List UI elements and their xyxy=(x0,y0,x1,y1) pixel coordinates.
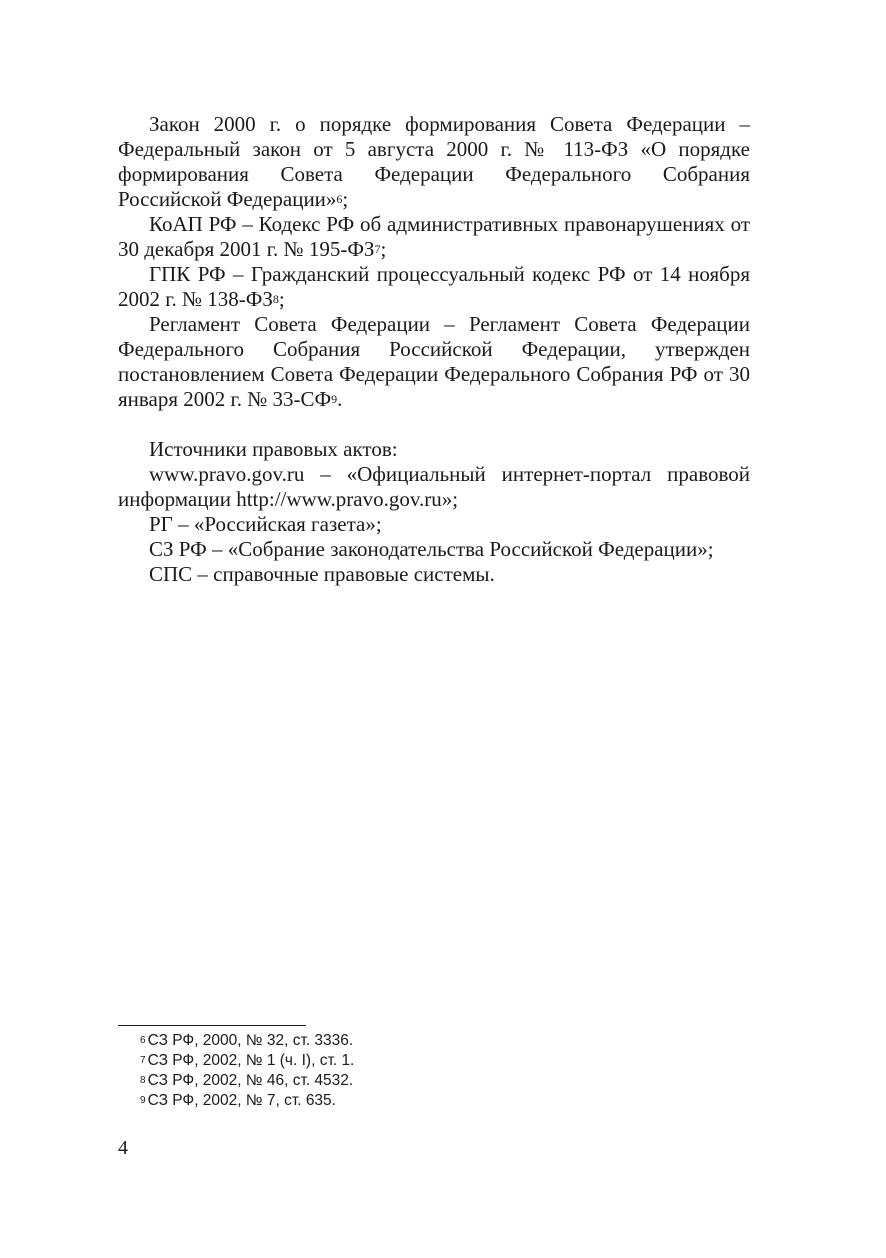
paragraph-text: КоАП РФ – Кодекс РФ об административных правонарушениях от 30 декабря 2001 г. № 195-ФЗ xyxy=(118,212,750,261)
paragraph xyxy=(118,212,750,262)
paragraph-gap xyxy=(118,412,750,437)
footnote-mark: 7 xyxy=(140,1055,146,1066)
paragraph-text: Закон 2000 г. о порядке формирования Совета Федерации – Федеральный закон от 5 августа 2000 г. № 113-ФЗ «О порядке формирования Совета Федерации Федерального Собрания Российской Федерации» xyxy=(118,112,750,211)
footnote xyxy=(140,1091,740,1111)
footnote-reference: 9 xyxy=(331,392,338,406)
footnote-text: СЗ РФ, 2002, № 46, ст. 4532. xyxy=(147,1072,354,1089)
footnote-mark: 9 xyxy=(140,1095,146,1106)
footnote-reference: 8 xyxy=(272,292,279,306)
page-number: 4 xyxy=(118,1137,128,1159)
footnote-reference: 7 xyxy=(374,242,381,256)
paragraph-text: ; xyxy=(278,287,285,311)
paragraph-text: ; xyxy=(342,187,349,211)
paragraph-text: ; xyxy=(380,237,387,261)
paragraph-text: ГПК РФ – Гражданский процессуальный кодекс РФ от 14 ноября 2002 г. № 138-ФЗ xyxy=(118,262,750,311)
paragraph xyxy=(118,312,750,412)
footnote-divider xyxy=(118,1025,306,1026)
paragraph xyxy=(118,562,750,587)
footnote xyxy=(140,1071,740,1091)
footnote xyxy=(140,1031,740,1051)
paragraph xyxy=(118,437,750,462)
footnote-mark: 6 xyxy=(140,1035,146,1046)
paragraph xyxy=(118,112,750,212)
footnote-reference: 6 xyxy=(336,192,343,206)
footnote xyxy=(140,1051,740,1071)
paragraph-text: СЗ РФ – «Собрание законодательства Российской Федерации»; xyxy=(149,537,714,561)
footnote-text: СЗ РФ, 2002, № 7, ст. 635. xyxy=(147,1092,336,1109)
body-text xyxy=(118,112,750,587)
paragraph-text: РГ – «Российская газета»; xyxy=(149,512,382,536)
paragraph-text: . xyxy=(337,387,343,411)
paragraph xyxy=(118,462,750,512)
footnotes-section xyxy=(140,1031,740,1111)
footnote-text: СЗ РФ, 2002, № 1 (ч. I), ст. 1. xyxy=(147,1052,355,1069)
paragraph-text: СПС – справочные правовые системы. xyxy=(149,562,495,586)
footnote-mark: 8 xyxy=(140,1075,146,1086)
paragraph xyxy=(118,512,750,537)
paragraph-text: www.pravo.gov.ru – «Официальный интернет-портал правовой информации http://www.pravo.gov.ru»; xyxy=(118,462,750,511)
paragraph-text: Регламент Совета Федерации – Регламент Совета Федерации Федерального Собрания Российской Федерации, утвержден постановлением Совета Федерации Федерального Собрания РФ от 30 января 2002 г. № 33-СФ xyxy=(118,312,750,411)
footnote-text: СЗ РФ, 2000, № 32, ст. 3336. xyxy=(147,1032,354,1049)
paragraph-text: Источники правовых актов: xyxy=(149,437,398,461)
paragraph xyxy=(118,537,750,562)
paragraph xyxy=(118,262,750,312)
